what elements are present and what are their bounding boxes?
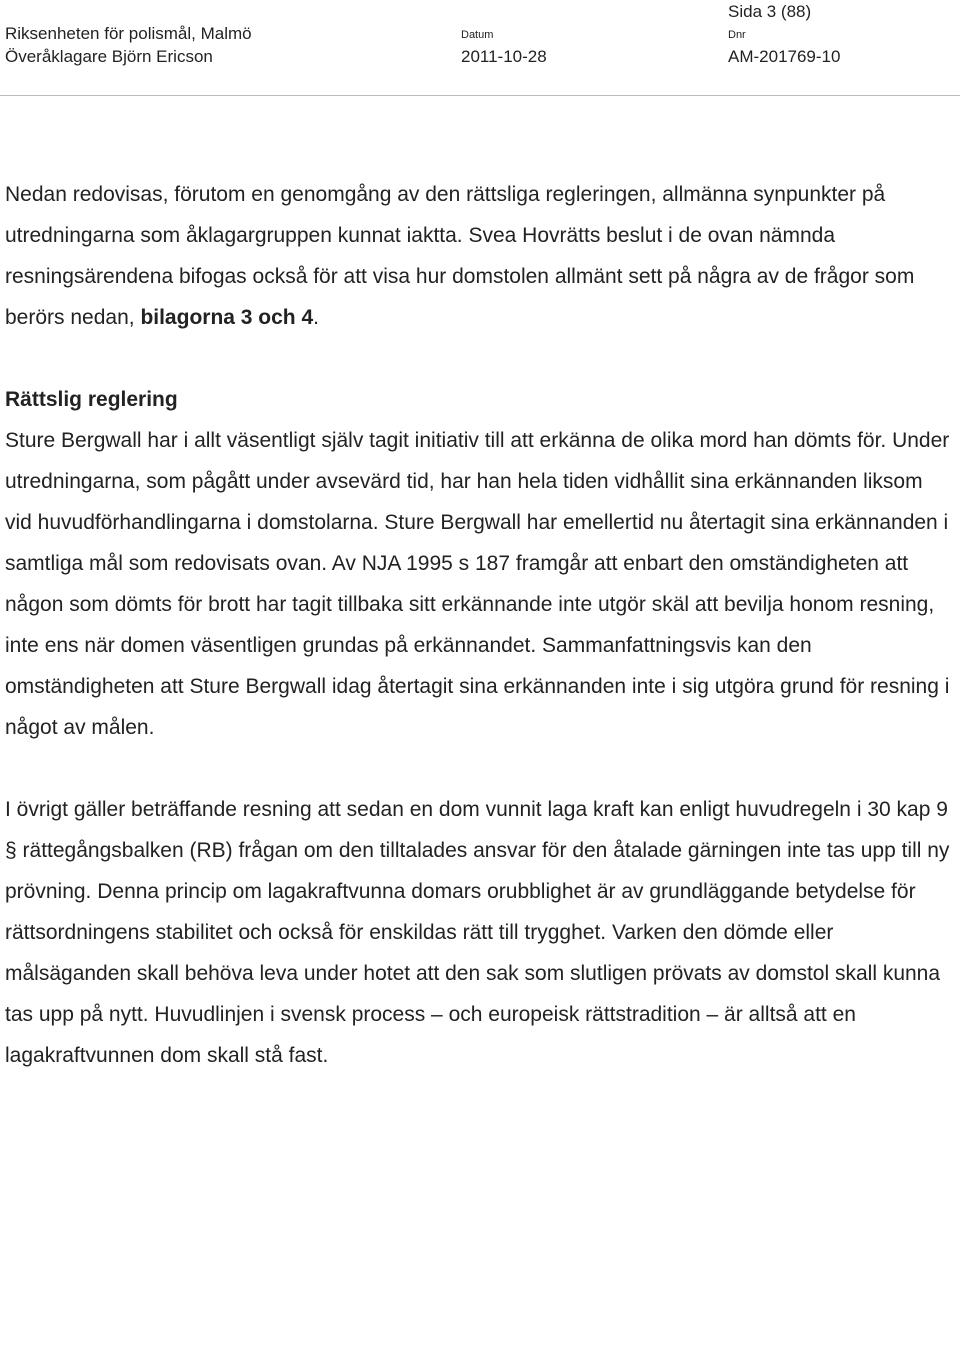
- header-org: Riksenheten för polismål, Malmö: [5, 24, 252, 43]
- header-dnr: [728, 22, 840, 68]
- header-dnr-value: AM-201769-10: [728, 47, 841, 66]
- document-header: [0, 22, 960, 72]
- header-author: Överåklagare Björn Ericson: [5, 47, 213, 66]
- section-heading: Rättslig reglering: [5, 388, 178, 411]
- header-date-value: 2011-10-28: [461, 47, 547, 66]
- header-divider: [0, 95, 960, 96]
- header-dnr-label: Dnr: [728, 29, 746, 41]
- header-date: [461, 22, 547, 68]
- legal-regulation-paragraph: Sture Bergwall har i allt väsentligt själv tagit initiativ till att erkänna de olika mord han dömts för. Under utredningarna, som pågått under avsevärd tid, har han hela tiden vidhållit sina erkännanden liksom vid huvudförhandlingarna i domstolarna. Sture Bergwall har emellertid nu återtagit sina erkännanden i samtliga mål som redovisats ovan. Av NJA 1995 s 187 framgår att enbart den omständigheten att någon som dömts för brott har tagit tillbaka sitt erkännande inte utgör skäl att bevilja honom resning, inte ens när domen väsentligen grundas på erkännandet. Sammanfattningsvis kan den omständigheten att Sture Bergwall idag återtagit sina erkännanden inte i sig utgöra grund för resning i något av målen.: [5, 429, 950, 739]
- page-number: Sida 3 (88): [728, 2, 812, 21]
- attachment-reference: bilagorna 3 och 4: [140, 306, 314, 329]
- document-body: [5, 174, 950, 1076]
- section-symbol: §: [5, 839, 17, 862]
- header-sender: [5, 22, 252, 68]
- retrial-paragraph: I övrigt gäller beträffande resning att sedan en dom vunnit laga kraft kan enligt huvudregeln i 30 kap 9 § rättegångsbalken (RB) frågan om den tilltalades ansvar för den åtalade gärningen inte tas upp till ny prövning. Denna princip om lagakraftvunna domars orubblighet är av grundläggande betydelse för rättsordningens stabilitet och också för enskildas rätt till trygghet. Varken den dömde eller målsäganden skall behöva leva under hotet att den sak som slutligen prövats av domstol skall kunna tas upp på nytt. Huvudlinjen i svensk process – och europeisk rättstradition – är alltså att en lagakraftvunnen dom skall stå fast.: [5, 798, 950, 1067]
- header-date-label: Datum: [461, 29, 494, 41]
- intro-paragraph: Nedan redovisas, förutom en genomgång av den rättsliga regleringen, allmänna synpunkter på utredningarna som åklagargruppen kunnat iaktta. Svea Hovrätts beslut i de ovan nämnda resningsärendena bifogas också för att visa hur domstolen allmänt sett på några av de frågor som berörs nedan, bilagorna 3 och 4.: [5, 183, 915, 329]
